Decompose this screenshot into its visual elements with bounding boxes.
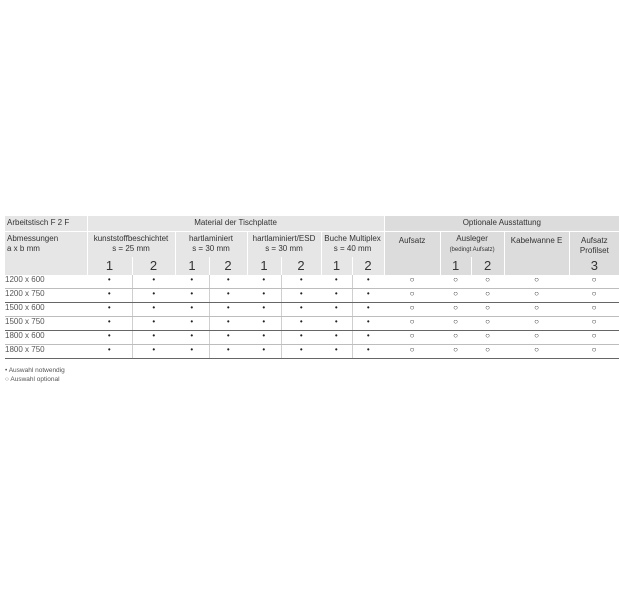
optional-mark: ○ — [440, 303, 471, 317]
required-mark: • — [132, 317, 175, 331]
material-thickness: s = 30 mm — [192, 243, 230, 253]
required-mark: • — [132, 275, 175, 289]
variant-number: 3 — [569, 257, 619, 275]
variant-number: 2 — [281, 257, 321, 275]
required-mark: • — [352, 303, 384, 317]
required-mark: • — [321, 275, 352, 289]
required-mark: • — [247, 317, 281, 331]
option-profilset-line1: Aufsatz — [581, 235, 608, 245]
material-thickness: s = 30 mm — [265, 243, 303, 253]
required-mark: • — [352, 289, 384, 303]
required-mark: • — [87, 275, 132, 289]
required-mark: • — [87, 317, 132, 331]
required-mark: • — [281, 345, 321, 359]
optional-mark: ○ — [384, 345, 440, 359]
dimension-label: Abmessungen — [7, 233, 59, 243]
required-mark: • — [352, 317, 384, 331]
optional-mark: ○ — [504, 275, 569, 289]
optional-mark: ○ — [504, 289, 569, 303]
table-row — [5, 289, 619, 303]
required-mark: • — [175, 345, 209, 359]
required-mark: • — [247, 303, 281, 317]
optional-mark: ○ — [440, 275, 471, 289]
required-mark: • — [87, 289, 132, 303]
option-ausleger-label: Ausleger — [456, 233, 488, 243]
required-mark: • — [321, 345, 352, 359]
optional-mark: ○ — [569, 303, 619, 317]
optional-mark: ○ — [569, 331, 619, 345]
optional-mark: ○ — [569, 317, 619, 331]
optional-mark: ○ — [471, 289, 504, 303]
table-row — [5, 331, 619, 345]
variant-number: 1 — [321, 257, 352, 275]
optional-mark: ○ — [471, 275, 504, 289]
required-mark: • — [175, 289, 209, 303]
required-mark: • — [132, 303, 175, 317]
optional-group-header: Optionale Ausstattung — [384, 216, 619, 231]
material-group-header: Material der Tischplatte — [87, 216, 384, 231]
required-mark: • — [209, 275, 247, 289]
option-kabelwanne: Kabelwanne E — [504, 231, 569, 275]
required-mark: • — [175, 317, 209, 331]
dimension-unit: a x b mm — [7, 243, 40, 253]
size-cell: 1500 x 600 — [5, 303, 87, 317]
optional-mark: ○ — [471, 317, 504, 331]
optional-mark: ○ — [569, 275, 619, 289]
required-mark: • — [281, 317, 321, 331]
material-buche — [321, 231, 384, 257]
optional-mark: ○ — [384, 331, 440, 345]
material-thickness: s = 40 mm — [333, 243, 372, 253]
variant-number: 2 — [352, 257, 384, 275]
material-hartlaminiert-esd — [247, 231, 321, 257]
required-mark: • — [87, 331, 132, 345]
required-mark: • — [281, 303, 321, 317]
required-mark: • — [321, 317, 352, 331]
optional-mark: ○ — [569, 345, 619, 359]
required-mark: • — [352, 345, 384, 359]
required-mark: • — [87, 345, 132, 359]
optional-mark: ○ — [384, 317, 440, 331]
required-mark: • — [175, 275, 209, 289]
required-mark: • — [321, 331, 352, 345]
required-mark: • — [132, 345, 175, 359]
required-mark: • — [132, 289, 175, 303]
optional-mark: ○ — [504, 303, 569, 317]
option-ausleger-note: (bedingt Aufsatz) — [449, 246, 495, 253]
size-cell: 1200 x 600 — [5, 275, 87, 289]
material-name: Buche Multiplex — [324, 233, 381, 243]
size-cell: 1200 x 750 — [5, 289, 87, 303]
required-mark: • — [352, 275, 384, 289]
product-table — [5, 216, 619, 359]
legend-optional: ○ Auswahl optional — [5, 376, 60, 383]
variant-number: 1 — [247, 257, 281, 275]
size-cell: 1800 x 750 — [5, 345, 87, 359]
variant-number: 2 — [132, 257, 175, 275]
optional-mark: ○ — [504, 345, 569, 359]
optional-mark: ○ — [440, 317, 471, 331]
required-mark: • — [209, 331, 247, 345]
variant-number: 2 — [471, 257, 504, 275]
variant-number: 1 — [175, 257, 209, 275]
optional-mark: ○ — [440, 345, 471, 359]
required-mark: • — [247, 289, 281, 303]
optional-mark: ○ — [569, 289, 619, 303]
material-thickness: s = 25 mm — [112, 243, 150, 253]
required-mark: • — [209, 317, 247, 331]
table-row — [5, 317, 619, 331]
optional-mark: ○ — [471, 345, 504, 359]
optional-mark: ○ — [440, 289, 471, 303]
legend-required: • Auswahl notwendig — [5, 367, 65, 374]
required-mark: • — [281, 275, 321, 289]
required-mark: • — [132, 331, 175, 345]
required-mark: • — [281, 289, 321, 303]
table-row — [5, 303, 619, 317]
required-mark: • — [175, 331, 209, 345]
option-ausleger — [440, 231, 504, 257]
required-mark: • — [209, 303, 247, 317]
optional-mark: ○ — [384, 303, 440, 317]
table-body — [5, 275, 619, 359]
material-name: hartlaminiert — [188, 233, 233, 243]
required-mark: • — [247, 345, 281, 359]
material-kunststoff — [87, 231, 175, 257]
variant-number: 1 — [440, 257, 471, 275]
optional-mark: ○ — [384, 275, 440, 289]
size-cell: 1800 x 600 — [5, 331, 87, 345]
option-aufsatz: Aufsatz — [384, 231, 440, 275]
optional-mark: ○ — [471, 331, 504, 345]
optional-mark: ○ — [384, 289, 440, 303]
required-mark: • — [209, 289, 247, 303]
material-hartlaminiert — [175, 231, 247, 257]
optional-mark: ○ — [504, 331, 569, 345]
variant-number: 1 — [87, 257, 132, 275]
variant-number: 2 — [209, 257, 247, 275]
option-profilset — [569, 231, 619, 257]
optional-mark: ○ — [440, 331, 471, 345]
table-row — [5, 345, 619, 359]
required-mark: • — [281, 331, 321, 345]
required-mark: • — [247, 331, 281, 345]
material-name: hartlaminiert/ESD — [252, 233, 316, 243]
required-mark: • — [175, 303, 209, 317]
required-mark: • — [352, 331, 384, 345]
dimension-header — [5, 231, 87, 275]
material-name: kunststoffbeschichtet — [93, 233, 169, 243]
table-row — [5, 275, 619, 289]
required-mark: • — [209, 345, 247, 359]
required-mark: • — [321, 289, 352, 303]
optional-mark: ○ — [504, 317, 569, 331]
required-mark: • — [247, 275, 281, 289]
option-profilset-line2: Profilset — [579, 245, 609, 255]
optional-mark: ○ — [471, 303, 504, 317]
required-mark: • — [321, 303, 352, 317]
size-cell: 1500 x 750 — [5, 317, 87, 331]
required-mark: • — [87, 303, 132, 317]
table-title: Arbeitstisch F 2 F — [5, 216, 87, 231]
